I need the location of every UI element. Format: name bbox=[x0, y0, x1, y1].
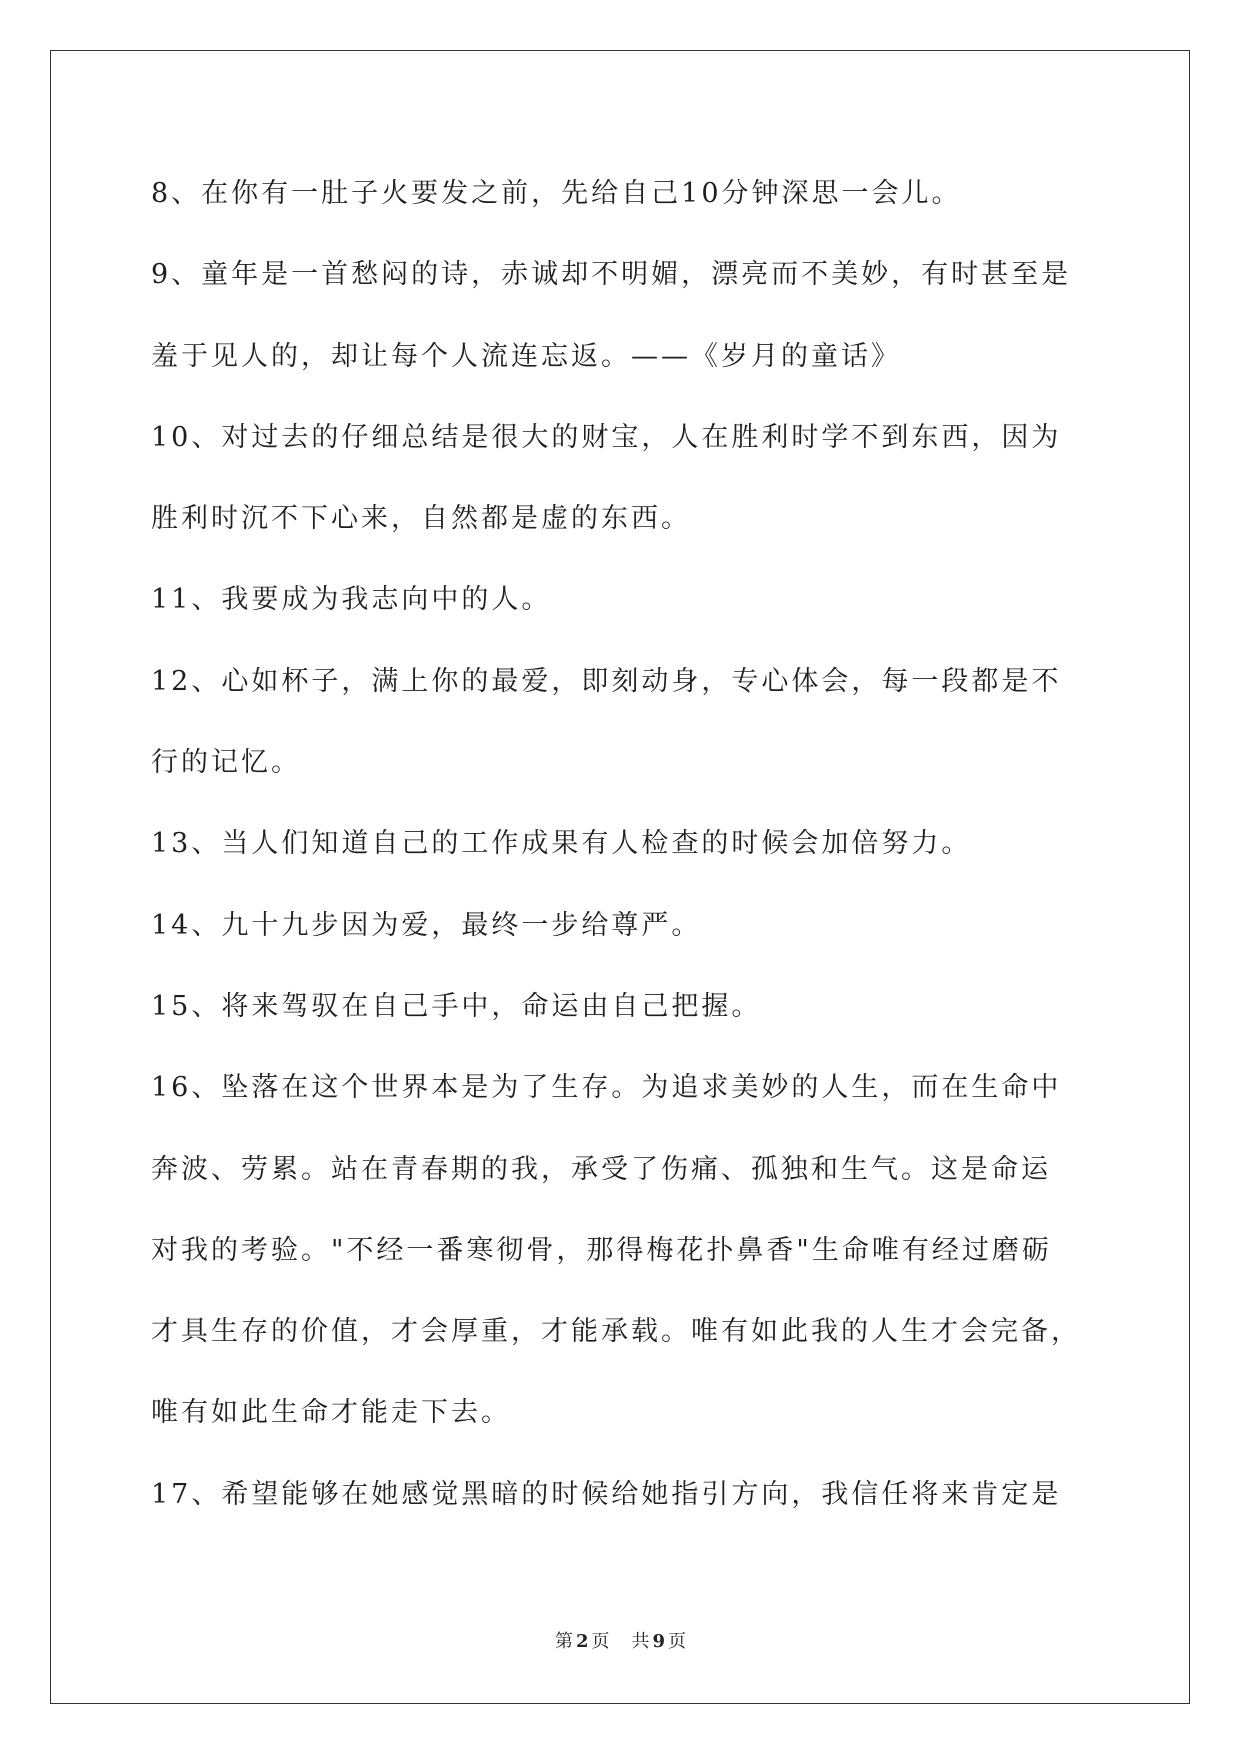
document-body bbox=[151, 153, 1181, 1535]
text-line: 14、九十九步因为爱，最终一步给尊严。 bbox=[151, 909, 702, 941]
text-line: 唯有如此生命才能走下去。 bbox=[151, 1397, 511, 1429]
total-suffix: 页 bbox=[668, 1631, 687, 1652]
text-line: 对我的考验。"不经一番寒彻骨，那得梅花扑鼻香"生命唯有经过磨砺 bbox=[151, 1234, 1052, 1266]
page-suffix: 页 bbox=[591, 1631, 610, 1652]
text-line: 8、在你有一肚子火要发之前，先给自己10分钟深思一会儿。 bbox=[151, 178, 962, 209]
text-line: 15、将来驾驭在自己手中，命运由自己把握。 bbox=[151, 990, 762, 1022]
text-line: 12、心如杯子，满上你的最爱，即刻动身，专心体会，每一段都是不 bbox=[151, 665, 1062, 697]
text-line: 11、我要成为我志向中的人。 bbox=[151, 584, 552, 616]
total-pages-indicator bbox=[632, 1631, 687, 1652]
text-line: 16、坠落在这个世界本是为了生存。为追求美妙的人生，而在生命中 bbox=[151, 1072, 1062, 1104]
text-line: 胜利时沉不下心来，自然都是虚的东西。 bbox=[151, 503, 691, 535]
text-line: 17、希望能够在她感觉黑暗的时候给她指引方向，我信任将来肯定是 bbox=[151, 1478, 1062, 1510]
text-line: 13、当人们知道自己的工作成果有人检查的时候会加倍努力。 bbox=[151, 828, 972, 860]
text-line: 才具生存的价值，才会厚重，才能承载。唯有如此我的人生才会完备， bbox=[151, 1316, 1081, 1348]
page-prefix: 第 bbox=[554, 1631, 573, 1652]
page-number-indicator bbox=[555, 1631, 610, 1652]
current-page-number: 2 bbox=[575, 1631, 589, 1652]
total-page-count: 9 bbox=[652, 1631, 666, 1652]
text-line: 行的记忆。 bbox=[151, 747, 301, 779]
text-line: 10、对过去的仔细总结是很大的财宝，人在胜利时学不到东西，因为 bbox=[151, 421, 1062, 453]
text-line: 奔波、劳累。站在青春期的我，承受了伤痛、孤独和生气。这是命运 bbox=[151, 1153, 1051, 1185]
text-line: 羞于见人的，却让每个人流连忘返。——《岁月的童话》 bbox=[151, 340, 901, 372]
text-line: 9、童年是一首愁闷的诗，赤诚却不明媚，漂亮而不美妙，有时甚至是 bbox=[151, 259, 1072, 291]
total-prefix: 共 bbox=[631, 1631, 650, 1652]
page-footer bbox=[0, 1628, 1241, 1656]
